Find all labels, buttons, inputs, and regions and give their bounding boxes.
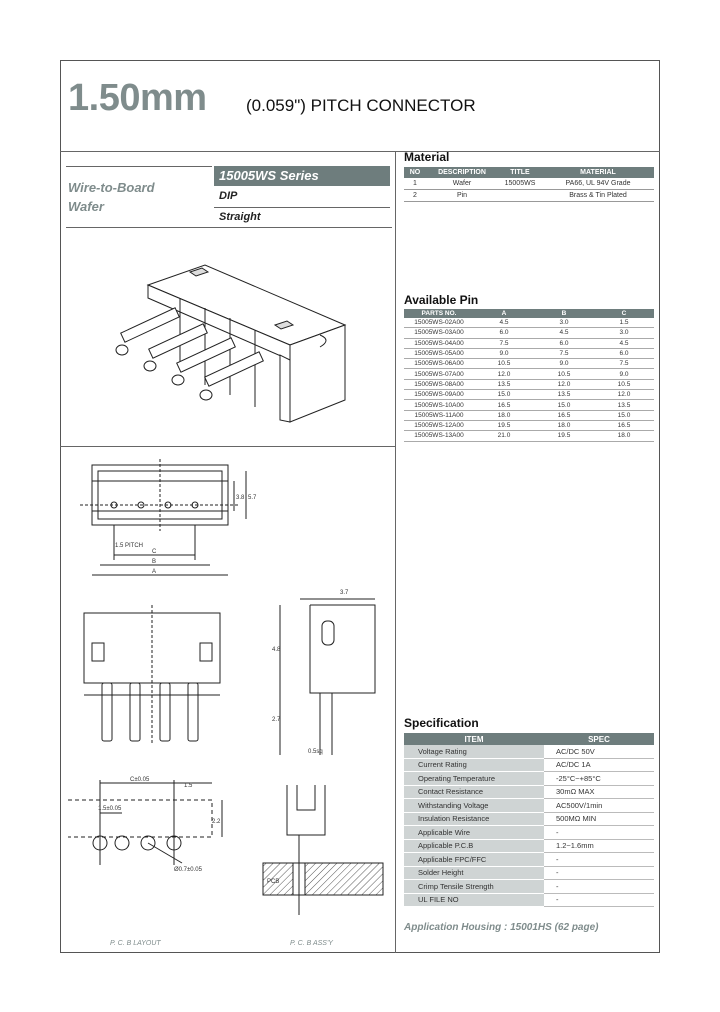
cell: 12.0 (534, 379, 594, 389)
table-row (404, 826, 654, 840)
cell: PA66, UL 94V Grade (542, 178, 654, 190)
pin-col-part: PARTS NO. (404, 309, 474, 318)
table-row (404, 348, 654, 358)
dim-5-7-label: 5.7 (248, 495, 257, 501)
table-row (404, 318, 654, 328)
cell: 18.0 (474, 410, 534, 420)
table-row (404, 178, 654, 190)
table-row (404, 799, 654, 813)
cell: 15005WS-10A00 (404, 400, 474, 410)
cell: 12.0 (474, 369, 534, 379)
cell: Brass & Tin Plated (542, 190, 654, 202)
column-divider (395, 151, 396, 953)
spec-item: Solder Height (404, 866, 544, 880)
dim-hole-label: Ø0.7±0.05 (174, 867, 202, 873)
series-mount: DIP (219, 190, 238, 202)
table-row (404, 745, 654, 758)
cell: 15.0 (534, 400, 594, 410)
cell: 1 (404, 178, 426, 190)
spec-item: UL FILE NO (404, 893, 544, 907)
cell: 15005WS-09A00 (404, 390, 474, 400)
dim-3-7-label: 3.7 (340, 590, 349, 596)
table-row (404, 758, 654, 772)
cell: 1.5 (594, 318, 654, 328)
available-pin-table (404, 309, 654, 442)
cell: Pin (426, 190, 498, 202)
cell: 13.5 (594, 400, 654, 410)
table-row (404, 400, 654, 410)
material-title: Material (404, 150, 450, 164)
cell: 13.5 (534, 390, 594, 400)
material-table (404, 167, 654, 202)
cell: 15005WS-12A00 (404, 420, 474, 430)
available-pin-title: Available Pin (404, 293, 479, 307)
cell: 9.0 (534, 359, 594, 369)
table-row (404, 390, 654, 400)
pcb-label: PCB (267, 879, 280, 885)
application-housing-note: Application Housing : 15001HS (62 page) (404, 922, 599, 933)
cell: 4.5 (474, 318, 534, 328)
spec-item: Applicable Wire (404, 826, 544, 840)
spec-value: AC/DC 1A (544, 758, 654, 772)
table-row (404, 369, 654, 379)
cell: 18.0 (594, 431, 654, 441)
table-row (404, 431, 654, 441)
material-header-row (404, 167, 654, 178)
cell: 15005WS-05A00 (404, 348, 474, 358)
spec-item: Contact Resistance (404, 785, 544, 799)
cell: 9.0 (594, 369, 654, 379)
side-view-drawing (270, 585, 390, 760)
cell: 19.5 (534, 431, 594, 441)
spec-value: 30mΩ MAX (544, 785, 654, 799)
category-bottom-rule (66, 227, 392, 228)
cell: 13.5 (474, 379, 534, 389)
cell: 15.0 (594, 410, 654, 420)
cell: 15005WS-07A00 (404, 369, 474, 379)
cell: 15005WS-03A00 (404, 328, 474, 338)
series-name: 15005WS Series (214, 166, 390, 186)
dim-c-tol-label: C±0.05 (130, 777, 150, 783)
table-row (404, 839, 654, 853)
front-view-drawing (80, 605, 230, 750)
cell: 16.5 (474, 400, 534, 410)
cell: 9.0 (474, 348, 534, 358)
spec-value: AC500V/1min (544, 799, 654, 813)
cell: 21.0 (474, 431, 534, 441)
cell (498, 190, 542, 202)
cell: 15005WS (498, 178, 542, 190)
pcb-assembly-caption: P. C. B ASS'Y (290, 940, 333, 947)
pitch-label: 1.5 PITCH (115, 543, 144, 549)
cell: 3.0 (594, 328, 654, 338)
material-col-no: NO (404, 167, 426, 178)
cell: 15005WS-08A00 (404, 379, 474, 389)
cell: 15005WS-11A00 (404, 410, 474, 420)
cell: 15005WS-04A00 (404, 338, 474, 348)
table-row (404, 880, 654, 894)
table-row (404, 420, 654, 430)
table-row (404, 410, 654, 420)
pin-col-a: A (474, 309, 534, 318)
spec-value: - (544, 826, 654, 840)
spec-item: Withstanding Voltage (404, 799, 544, 813)
pitch-size-title: 1.50mm (68, 77, 207, 119)
pcb-assembly-drawing (255, 775, 395, 925)
pcb-layout-drawing (62, 775, 232, 875)
table-row (404, 812, 654, 826)
table-row (404, 190, 654, 202)
spec-item: Applicable P.C.B (404, 839, 544, 853)
table-row (404, 893, 654, 907)
connector-subtitle: (0.059") PITCH CONNECTOR (246, 96, 476, 115)
table-row (404, 359, 654, 369)
spec-item: Voltage Rating (404, 745, 544, 758)
cell: 6.0 (594, 348, 654, 358)
cell: 10.5 (594, 379, 654, 389)
specification-table (404, 733, 654, 907)
spec-value: - (544, 893, 654, 907)
table-row (404, 853, 654, 867)
spec-item: Insulation Resistance (404, 812, 544, 826)
cell: 18.0 (534, 420, 594, 430)
cell: 4.5 (534, 328, 594, 338)
table-row (404, 379, 654, 389)
cell: 4.5 (594, 338, 654, 348)
dim-a-label: A (152, 569, 157, 575)
spec-value: AC/DC 50V (544, 745, 654, 758)
cell: 19.5 (474, 420, 534, 430)
cell: 10.5 (474, 359, 534, 369)
table-row (404, 785, 654, 799)
dim-2-2-label: 2.2 (212, 819, 221, 825)
cell: 6.0 (474, 328, 534, 338)
cell: 7.5 (474, 338, 534, 348)
dim-c-label: C (152, 549, 157, 555)
spec-value: - (544, 866, 654, 880)
dim-0-5sq-label: 0.5sq (308, 749, 323, 755)
spec-value: - (544, 880, 654, 894)
cell: 16.5 (594, 420, 654, 430)
series-rule (214, 207, 390, 208)
cell: 3.0 (534, 318, 594, 328)
table-row (404, 772, 654, 786)
drawing-divider (60, 446, 395, 447)
cell: 12.0 (594, 390, 654, 400)
spec-col-item: ITEM (404, 733, 544, 745)
cell: 15005WS-02A00 (404, 318, 474, 328)
spec-value: -25°C~+85°C (544, 772, 654, 786)
table-row (404, 328, 654, 338)
material-col-desc: DESCRIPTION (426, 167, 498, 178)
spec-item: Operating Temperature (404, 772, 544, 786)
pin-header-row (404, 309, 654, 318)
pcb-layout-caption: P. C. B LAYOUT (110, 940, 161, 947)
cell: 16.5 (534, 410, 594, 420)
cell: 2 (404, 190, 426, 202)
title-divider (60, 151, 660, 152)
pin-col-b: B (534, 309, 594, 318)
cell: 10.5 (534, 369, 594, 379)
dim-1-5-tol-label: 1.5±0.05 (98, 806, 122, 812)
category-line2: Wafer (68, 199, 104, 214)
category-rule (66, 166, 212, 167)
spec-header-row (404, 733, 654, 745)
dim-2-7-label: 2.7 (272, 717, 281, 723)
spec-value: - (544, 853, 654, 867)
cell: 7.5 (594, 359, 654, 369)
dim-3-8-label: 3.8 (236, 495, 245, 501)
category-line1: Wire-to-Board (68, 180, 155, 195)
spec-value: 1.2~1.6mm (544, 839, 654, 853)
cell: 15005WS-06A00 (404, 359, 474, 369)
dim-1-5-label: 1.5 (184, 783, 193, 789)
connector-3d-illustration (110, 250, 360, 430)
spec-value: 500MΩ MIN (544, 812, 654, 826)
table-row (404, 866, 654, 880)
cell: 7.5 (534, 348, 594, 358)
specification-title: Specification (404, 716, 479, 730)
material-col-title: TITLE (498, 167, 542, 178)
pin-col-c: C (594, 309, 654, 318)
spec-col-spec: SPEC (544, 733, 654, 745)
dim-4-8-label: 4.8 (272, 647, 281, 653)
series-style: Straight (219, 211, 261, 223)
material-col-material: MATERIAL (542, 167, 654, 178)
cell: 15005WS-13A00 (404, 431, 474, 441)
cell: Wafer (426, 178, 498, 190)
cell: 15.0 (474, 390, 534, 400)
cell: 6.0 (534, 338, 594, 348)
spec-item: Current Rating (404, 758, 544, 772)
top-view-drawing (70, 455, 260, 585)
spec-item: Crimp Tensile Strength (404, 880, 544, 894)
dim-b-label: B (152, 559, 157, 565)
table-row (404, 338, 654, 348)
spec-item: Applicable FPC/FFC (404, 853, 544, 867)
